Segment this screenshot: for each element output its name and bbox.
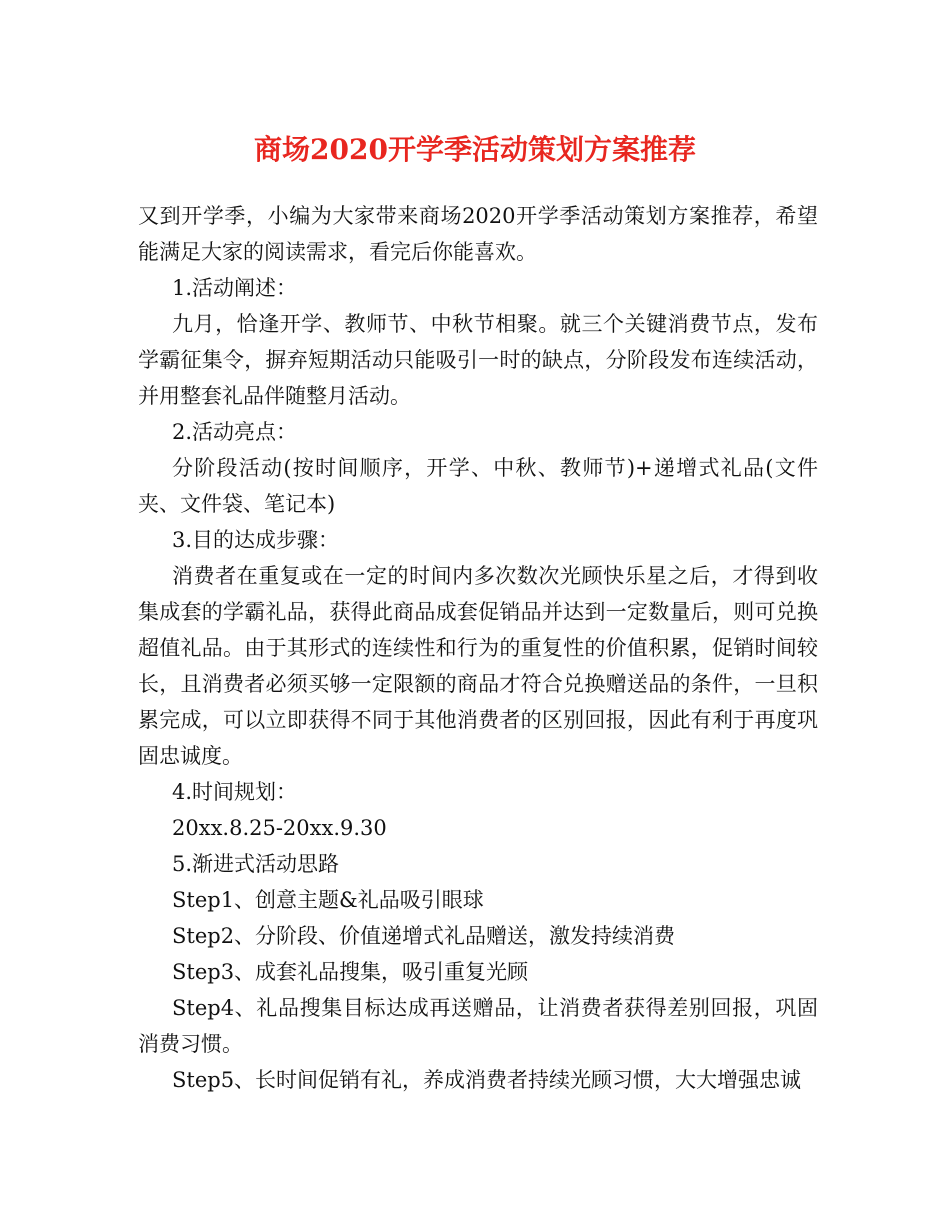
activity-description-paragraph: 九月，恰逢开学、教师节、中秋节相聚。就三个关键消费节点，发布学霸征集令，摒弃短期活动只能吸引一时的缺点，分阶段发布连续活动，并用整套礼品伴随整月活动。 bbox=[138, 312, 818, 408]
section-heading-highlights: 2.活动亮点： bbox=[172, 420, 298, 444]
step-item: Step2、分阶段、价值递增式礼品赠送，激发持续消费 bbox=[172, 924, 676, 948]
document-body bbox=[138, 198, 818, 1098]
schedule-dates: 20xx.8.25-20xx.9.30 bbox=[172, 816, 387, 840]
step-item: Step1、创意主题&礼品吸引眼球 bbox=[172, 888, 484, 912]
section-heading-progressive-ideas: 5.渐进式活动思路 bbox=[172, 852, 340, 876]
section-heading-schedule: 4.时间规划： bbox=[172, 780, 298, 804]
document-title: 商场2020开学季活动策划方案推荐 bbox=[254, 133, 696, 166]
section-heading-goal-steps: 3.目的达成步骤： bbox=[172, 528, 340, 552]
step-item: Step5、长时间促销有礼，养成消费者持续光顾习惯，大大增强忠诚 bbox=[172, 1068, 802, 1092]
goal-steps-paragraph: 消费者在重复或在一定的时间内多次数次光顾快乐星之后，才得到收集成套的学霸礼品，获得此商品成套促销品并达到一定数量后，则可兑换超值礼品。由于其形式的连续性和行为的重复性的价值积累，促销时间较长，且消费者必须买够一定限额的商品才符合兑换赠送品的条件，一旦积累完成，可以立即获得不同于其他消费者的区别回报，因此有利于再度巩固忠诚度。 bbox=[138, 564, 818, 768]
section-heading-activity-description: 1.活动阐述： bbox=[172, 276, 298, 300]
intro-paragraph: 又到开学季，小编为大家带来商场2020开学季活动策划方案推荐，希望能满足大家的阅读需求，看完后你能喜欢。 bbox=[138, 204, 818, 264]
highlights-paragraph: 分阶段活动(按时间顺序，开学、中秋、教师节)+递增式礼品(文件夹、文件袋、笔记本) bbox=[138, 456, 818, 516]
step-item: Step4、礼品搜集目标达成再送赠品，让消费者获得差别回报，巩固消费习惯。 bbox=[138, 996, 818, 1056]
step-item: Step3、成套礼品搜集，吸引重复光顾 bbox=[172, 960, 529, 984]
